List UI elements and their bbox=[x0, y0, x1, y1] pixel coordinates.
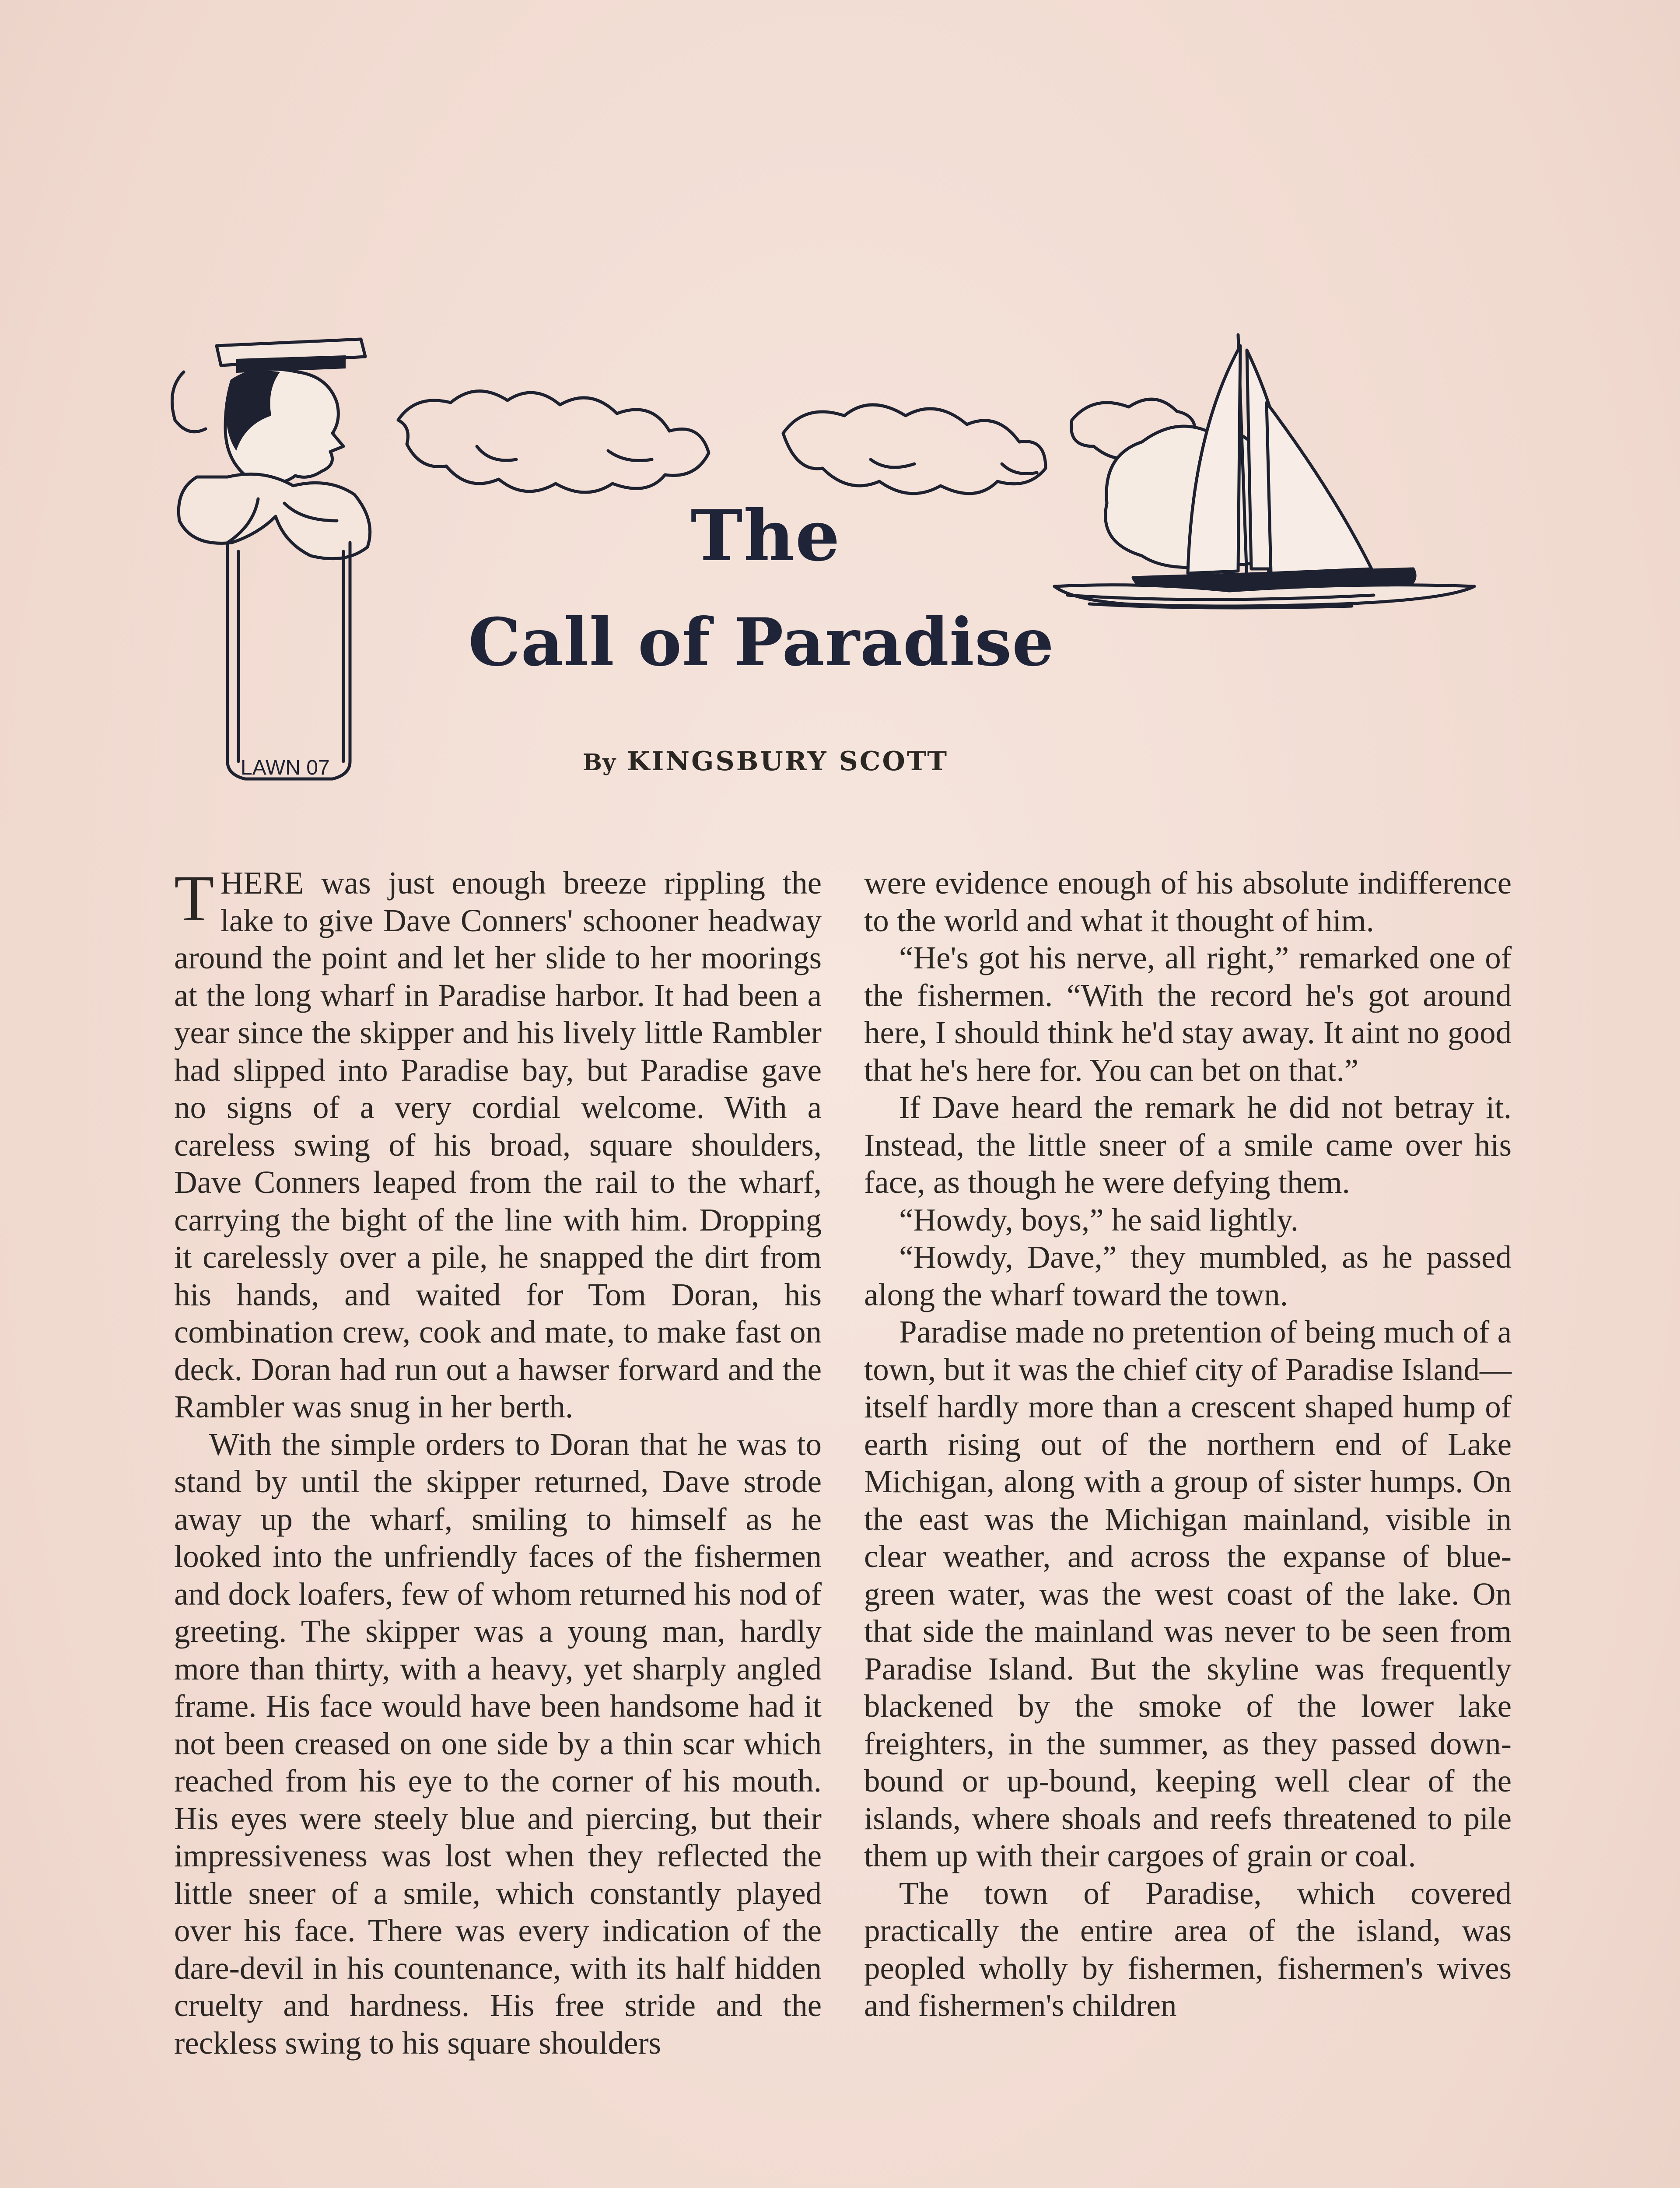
paragraph: “He's got his nerve, all right,” remarked one of the fishermen. “With the record he's got around here, I should think he'd stay away. It aint no good that he's here for. You can bet on that.” bbox=[864, 940, 1512, 1088]
paragraph: “Howdy, boys,” he said lightly. bbox=[899, 1202, 1299, 1238]
paragraph: were evidence enough of his absolute indifference to the world and what it thought of him. bbox=[864, 865, 1512, 938]
byline-author: KINGSBURY SCOTT bbox=[627, 746, 948, 777]
article-column-right bbox=[864, 864, 1512, 2024]
article-column-left bbox=[174, 864, 822, 2062]
byline bbox=[481, 746, 1050, 777]
schooner-sailboat-illustration bbox=[1054, 335, 1474, 608]
paragraph: Paradise made no pretention of being much of a town, but it was the chief city of Paradise Island—itself hardly more than a crescent shaped hump of earth rising out of the northern end of Lake Michigan, along with a group of sister humps. On the east was the Michigan mainland, visible in clear weather, and across the expanse of blue-green water, was the west coast of the lake. On that side the mainland was never to be seen from Paradise Island. But the skyline was frequently blackened by the smoke of the lower lake freighters, in the summer, as they passed down-bound or up-bound, keeping well clear of the islands, where shoals and reefs threatened to pile them up with their cargoes of grain or coal. bbox=[864, 1314, 1512, 1873]
boy-portrait-illustration bbox=[172, 339, 370, 779]
paragraph: THERE was just enough breeze rippling the lake to give Dave Conners' schooner headway around the point and let her slide to her moorings at the long wharf in Paradise harbor. It had been a year since the skipper and his lively little Rambler had slipped into Paradise bay, but Paradise gave no signs of a very cordial welcome. With a careless swing of his broad, square shoulders, Dave Conners leaped from the rail to the wharf, carrying the bight of the line with him. Dropping it carelessly over a pile, he snapped the dirt from his hands, and waited for Tom Doran, his combination crew, cook and mate, to make fast on deck. Doran had run out a hawser forward and the Rambler was snug in her berth. bbox=[174, 862, 822, 1424]
byline-prefix: By bbox=[583, 749, 616, 776]
paragraph: “Howdy, Dave,” they mumbled, as he passed along the wharf toward the town. bbox=[864, 1239, 1512, 1312]
article-title-line-2: Call of Paradise bbox=[468, 604, 1054, 681]
drop-cap: T bbox=[174, 862, 214, 935]
paragraph: If Dave heard the remark he did not betray it. Instead, the little sneer of a smile came over his face, as though he were defying them. bbox=[864, 1090, 1512, 1200]
paragraph: With the simple orders to Doran that he was to stand by until the skipper returned, Dave strode away up the wharf, smiling to himself as he looked into the unfriendly faces of the fishermen and dock loafers, few of whom returned his nod of greeting. The skipper was a young man, hardly more than thirty, with a heavy, yet sharply angled frame. His face would have been handsome had it not been creased on one side by a thin scar which reached from his eye to the corner of his mouth. His eyes were steely blue and piercing, but their impressiveness was lost when they reflected the little sneer of a smile, which constantly played over his face. There was every indication of the dare-devil in his countenance, with its half hidden cruelty and hardness. His free stride and the reckless swing to his square shoulders bbox=[174, 1426, 822, 2061]
artist-signature: LAWN 07 bbox=[241, 756, 330, 779]
cloud-chain-ornament bbox=[398, 391, 1195, 494]
article-title-line-1: The bbox=[690, 494, 841, 577]
paragraph: The town of Paradise, which covered practically the entire area of the island, was peopled wholly by fishermen, fishermen's wives and fishermen's children bbox=[864, 1875, 1512, 2023]
